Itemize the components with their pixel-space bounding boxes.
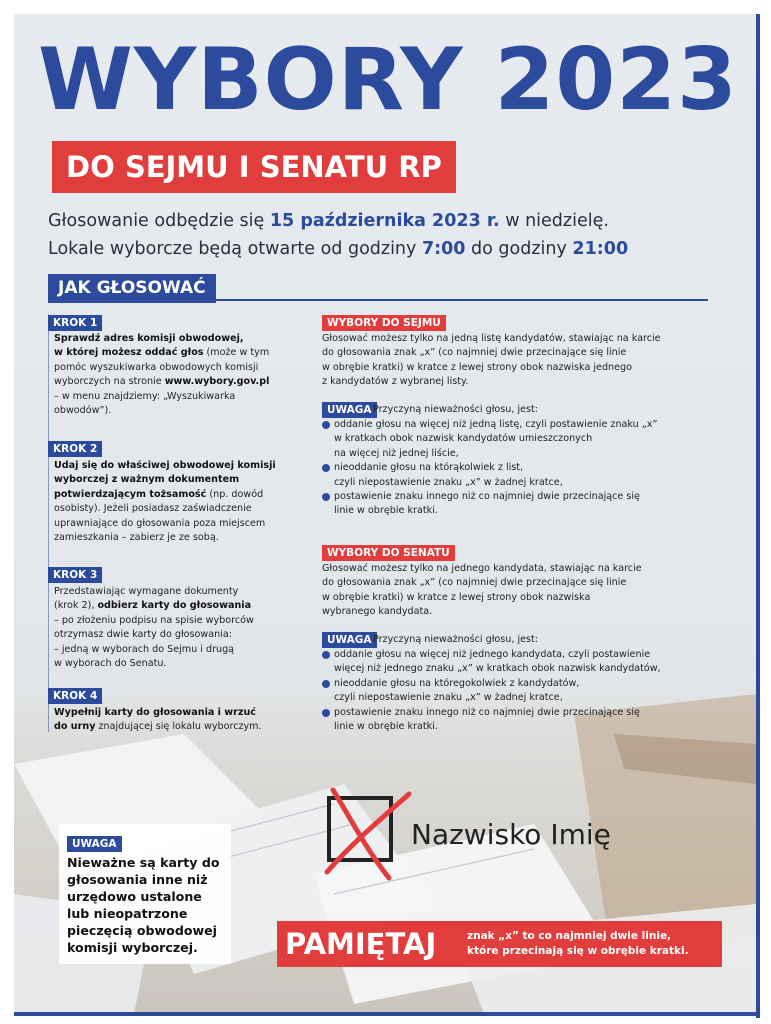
step-3-label: KROK 3 [48,567,102,583]
close-time: 21:00 [572,239,629,259]
remember-line-1: znak „x” to co najmniej dwie linie, [467,930,672,942]
plain-text: wyborczych na stronie [54,376,165,388]
plain-text: pomóc wyszukiwarka obwodowych komisji [54,361,259,373]
sejm-line: w obrębie kratki) w kratce z lewej strony obok nazwiska jednego [322,361,632,373]
x-mark-icon [321,784,421,884]
senat-bullet [320,706,730,735]
section-divider [48,299,708,301]
bullet-line: nieoddanie głosu na którąkolwiek z list, [334,462,524,474]
step-line [54,488,314,502]
info-line-1: Głosowanie odbędzie się 15 października 2023 r. w niedzielę. [48,211,609,231]
info-line-2: Lokale wyborcze będą otwarte od godziny 7:00 do godziny 21:00 [48,239,629,259]
sejm-tag: WYBORY DO SEJMU [322,315,446,331]
remember-line-2: które przecinają się w obrębie kratki. [467,945,689,957]
step-line [54,706,314,720]
step-3-text [54,585,314,671]
invalid-cards-note [59,824,231,964]
plain-text: Przedstawiając wymagane dokumenty [54,586,239,597]
step-line [54,473,314,487]
senat-bullet [320,648,730,677]
sejm-warning-title: Przyczyną nieważności głosu, jest: [373,404,539,415]
plain-text: osobisty). Jeżeli posiadasz zaświadczenie [54,503,252,515]
bullet-line: nieoddanie głosu na któregokolwiek z kandydatów, [334,677,580,689]
bullet-line: czyli niepostawienie znaku „x” w żadnej kratce, [334,692,563,704]
election-poster [14,14,756,1014]
bullet-line: w kratkach obok nazwisk kandydatów umieszczonych [334,433,593,445]
plain-text: – jedną w wyborach do Sejmu i drugą [54,643,235,655]
step-1-text [54,332,314,418]
steps-rule [48,314,49,732]
step-1-label: KROK 1 [48,315,102,331]
step-4-text [54,706,314,735]
senat-invalid-list [320,648,730,734]
bold-text: Sprawdź adres komisji obwodowej, [54,333,244,344]
bold-text: Udaj się do właściwej obwodowej komisji [54,460,276,471]
bold-text: odbierz karty do głosowania [97,600,252,612]
page-title: WYBORY 2023 [38,30,738,130]
poster-edge-bottom [14,1012,760,1016]
section-title: JAK GŁOSOWAĆ [48,274,216,303]
step-line [54,390,314,404]
bullet-line: linie w obrębie kratki. [334,505,438,517]
step-line [54,720,314,734]
plain-text: w wyborach do Senatu. [54,658,167,670]
election-date: 15 października 2023 r. [269,211,500,231]
senat-bullet [320,677,730,706]
remember-banner [277,921,722,967]
sejm-line: do głosowania znak „x” (co najmniej dwie przecinające się linie [322,347,627,359]
page-subtitle: DO SEJMU I SENATU RP [52,141,456,193]
senat-line: wybranego kandydata. [322,606,433,618]
plain-text: (może w tym [203,347,270,359]
plain-text: otrzymasz dwie karty do głosowania: [54,629,232,641]
remember-text [467,929,689,959]
bullet-line: oddanie głosu na więcej niż jedną listę, czyli postawienie znaku „x” [334,419,658,430]
senat-warning-title: Przyczyną nieważności głosu, jest: [373,634,539,645]
sejm-bullet [320,490,730,519]
remember-heading: PAMIĘTAJ [285,927,437,961]
bullet-line: postawienie znaku innego niż co najmniej dwie przecinające się [334,706,640,718]
plain-text: (np. dowód [206,488,264,500]
plain-text: obwodów”). [54,405,112,417]
step-line [54,599,314,613]
step-line [54,459,314,473]
sejm-instructions [322,332,732,390]
step-line [54,643,314,657]
step-4-label: KROK 4 [48,688,102,704]
senat-instructions [322,562,732,620]
bold-text: www.wybory.gov.pl [164,376,270,388]
step-line [54,502,314,516]
step-2-text [54,459,314,545]
senat-line: Głosować możesz tylko na jednego kandydata, stawiając na karcie [322,563,642,574]
plain-text: zamieszkania – zabierz je ze sobą. [54,532,219,544]
step-line [54,614,314,628]
senat-warning-tag: UWAGA [322,632,377,648]
step-line [54,531,314,545]
bullet-line: oddanie głosu na więcej niż jednego kandydata, czyli postawienie [334,649,651,660]
sejm-line: z kandydatów z wybranej listy. [322,376,469,388]
sejm-line: Głosować możesz tylko na jedną listę kandydatów, stawiając na karcie [322,333,661,344]
bullet-line: na więcej niż jednej liście, [334,447,459,459]
sejm-bullet [320,461,730,490]
step-line [54,585,314,599]
sejm-warning-tag: UWAGA [322,402,377,418]
bold-text: do urny [54,721,96,733]
step-line [54,628,314,642]
step-line [54,657,314,671]
step-line [54,361,314,375]
bold-text: wyborczej z ważnym dokumentem [54,474,240,486]
note-tag: UWAGA [67,836,122,852]
step-line [54,517,314,531]
plain-text: (krok 2), [54,600,98,612]
bold-text: w której możesz oddać głos [54,347,204,359]
election-info [48,207,628,263]
ballot-example [321,784,701,884]
open-time: 7:00 [421,239,466,259]
plain-text: uprawniające do głosowania poza miejscem [54,517,266,529]
senat-tag: WYBORY DO SENATU [322,545,455,561]
note-text: Nieważne są karty do głosowania inne niż urzędowo ustalone lub nieopatrzone pieczęcią obwodowej komisji wyborczej. [67,855,220,955]
poster-edge-right [756,14,760,1018]
plain-text: – w menu znajdziemy: „Wyszukiwarka [54,390,236,402]
bullet-line: więcej niż jednego znaku „x” w kratkach obok nazwisk kandydatów, [334,663,661,675]
sejm-bullet [320,418,730,461]
bullet-line: postawienie znaku innego niż co najmniej dwie przecinające się [334,491,640,503]
sejm-invalid-list [320,418,730,519]
plain-text: znajdującej się lokalu wyborczym. [95,721,262,733]
bullet-line: czyli niepostawienie znaku „x” w żadnej kratce, [334,476,563,488]
step-line [54,332,314,346]
plain-text: – po złożeniu podpisu na spisie wyborców [54,614,254,626]
senat-line: w obrębie kratki) w kratce z lewej strony obok nazwiska [322,591,591,603]
senat-line: do głosowania znak „x” (co najmniej dwie przecinające się linie [322,577,627,589]
bold-text: potwierdzającym tożsamość [54,488,207,500]
step-line [54,375,314,389]
step-line [54,346,314,360]
step-line [54,404,314,418]
bold-text: Wypełnij karty do głosowania i wrzuć [54,707,256,718]
step-2-label: KROK 2 [48,441,102,457]
ballot-candidate-name: Nazwisko Imię [411,818,611,851]
bullet-line: linie w obrębie kratki. [334,721,438,733]
